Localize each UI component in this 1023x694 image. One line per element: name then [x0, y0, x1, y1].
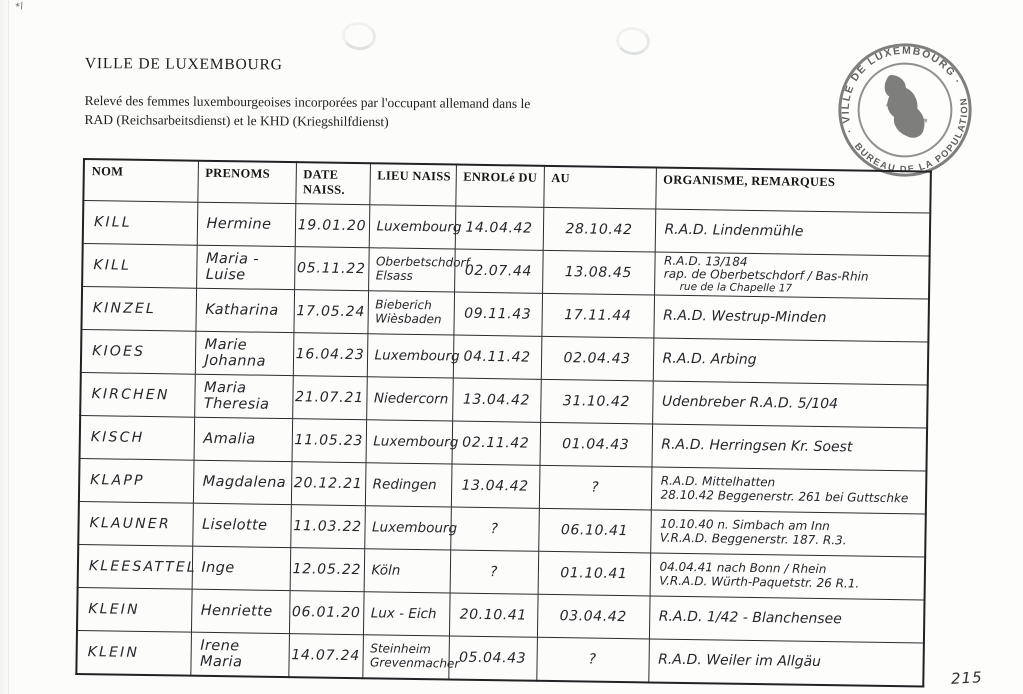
stamp-lion-crest — [875, 69, 932, 144]
cell-date_naiss: 11.03.22 — [290, 505, 365, 549]
cell-prenoms: Maria - Luise — [196, 245, 295, 289]
cell-line: Luxembourg — [373, 432, 459, 451]
cell-line: Redingen — [372, 475, 437, 493]
cell-date_naiss: 12.05.22 — [290, 548, 365, 592]
column-header: NOM — [83, 159, 198, 202]
cell-line: Luxembourg — [374, 346, 460, 365]
cell-lieu_naiss — [364, 506, 458, 550]
cell-date_naiss: 05.11.22 — [294, 247, 369, 291]
cell-line: R.A.D. Weiler im Allgäu — [658, 651, 822, 671]
cell-line: R.A.D. 1/42 - Blanchensee — [658, 608, 842, 628]
cell-line: Wièsbaden — [375, 311, 442, 327]
cell-line: Steinheim — [370, 641, 432, 657]
cell-prenoms: Henriette — [191, 589, 290, 633]
cell-enrole_du: ? — [450, 507, 539, 551]
cell-date_naiss: 14.07.24 — [288, 634, 363, 679]
cell-line: R.A.D. Herringsen Kr. Soest — [661, 436, 853, 456]
cell-date_naiss: 11.05.23 — [292, 419, 367, 463]
cell-enrole_du: 13.04.42 — [451, 464, 540, 508]
cell-organisme — [652, 381, 928, 428]
column-header: AU — [543, 166, 656, 209]
cell-enrole_du: ? — [450, 550, 539, 594]
cell-au: 13.08.45 — [542, 250, 655, 295]
cell-date_naiss: 19.01.20 — [295, 204, 370, 248]
cell-nom: KLEESATTEL — [78, 544, 193, 589]
cell-au: 06.10.41 — [538, 508, 651, 553]
cell-prenoms: Liselotte — [192, 503, 291, 547]
cell-au: ? — [539, 465, 652, 510]
cell-prenoms: Magdalena — [193, 460, 292, 504]
cell-prenoms: Inge — [192, 546, 291, 590]
cell-enrole_du: 09.11.43 — [453, 292, 542, 336]
records-table-container — [75, 158, 932, 688]
cell-au: 17.11.44 — [541, 293, 654, 338]
cell-prenoms: Marie Johanna — [195, 331, 294, 375]
column-header: ORGANISME, REMARQUES — [655, 168, 931, 214]
cell-organisme — [653, 295, 929, 342]
cell-line: 10.10.40 n. Simbach am Inn — [660, 517, 830, 534]
cell-organisme — [655, 209, 931, 256]
cell-nom: KIRCHEN — [80, 372, 195, 417]
cell-lieu_naiss — [368, 248, 470, 292]
cell-line: Bieberich — [375, 297, 432, 313]
cell-lieu_naiss — [363, 592, 450, 636]
punch-hole-right — [614, 25, 652, 57]
cell-lieu_naiss — [367, 291, 454, 335]
cell-nom: KLAPP — [79, 458, 194, 503]
cell-line: rap. de Oberbetschdorf / Bas-Rhin — [663, 266, 869, 284]
cell-enrole_du: 04.11.42 — [453, 335, 542, 379]
cell-lieu_naiss — [365, 463, 452, 507]
cell-lieu_naiss — [362, 635, 460, 680]
cell-nom: KIOES — [81, 329, 196, 374]
cell-enrole_du: 02.07.44 — [454, 249, 543, 293]
cell-organisme — [650, 510, 926, 557]
cell-date_naiss: 20.12.21 — [291, 462, 366, 506]
cell-line: Oberbetschdorf — [375, 254, 470, 271]
cell-lieu_naiss — [369, 205, 462, 249]
cell-line: R.A.D. Lindenmühle — [664, 221, 804, 240]
cell-date_naiss: 17.05.24 — [293, 290, 368, 334]
cell-au: 31.10.42 — [540, 379, 653, 424]
cell-date_naiss: 16.04.23 — [293, 333, 368, 377]
cell-line: Udenbreber R.A.D. 5/104 — [661, 393, 839, 413]
cell-prenoms: Irene Maria — [190, 632, 289, 677]
cell-line: Luxembourg — [371, 518, 458, 537]
cell-enrole_du: 20.10.41 — [449, 593, 538, 637]
records-table — [75, 158, 932, 688]
cell-line: 04.04.41 nach Bonn / Rhein — [659, 560, 827, 577]
cell-prenoms: Maria Theresia — [194, 374, 293, 418]
cell-au: ? — [536, 637, 649, 682]
column-header: LIEU NAISS — [369, 163, 456, 206]
stamp-arc-bottom-text: BUREAU DE LA POPULATION — [852, 96, 970, 175]
page-title: VILLE DE LUXEMBOURG — [84, 55, 283, 74]
cell-line: Niedercorn — [373, 389, 449, 408]
cell-prenoms: Amalia — [194, 417, 293, 461]
cell-line: R.A.D. 13/184 — [663, 253, 748, 269]
cell-enrole_du: 02.11.42 — [452, 421, 541, 465]
column-header: PRENOMS — [197, 161, 296, 204]
page-number: 215 — [950, 668, 984, 688]
stamp-arc-top-text: · VILLE DE LUXEMBOURG · — [840, 45, 963, 135]
cell-nom: KLEIN — [77, 587, 192, 632]
cell-line: Elsass — [375, 268, 413, 283]
cell-au: 02.04.43 — [541, 336, 654, 381]
cell-enrole_du: 14.04.42 — [455, 206, 544, 250]
cell-prenoms: Hermine — [197, 202, 296, 246]
cell-lieu_naiss — [366, 377, 453, 421]
cell-nom: KLAUNER — [78, 501, 193, 546]
cell-organisme — [648, 639, 924, 687]
cell-lieu_naiss — [364, 549, 451, 593]
cell-organisme — [653, 338, 929, 385]
column-header: ENROLé DU — [455, 165, 544, 208]
column-header: DATE NAISS. — [295, 162, 370, 205]
scan-edge-line — [8, 0, 9, 694]
cell-enrole_du: 13.04.42 — [452, 378, 541, 422]
cell-au: 03.04.42 — [537, 594, 650, 639]
cell-enrole_du: 05.04.43 — [448, 636, 537, 681]
cell-nom: KLEIN — [76, 630, 191, 675]
cell-organisme — [649, 596, 925, 643]
cell-date_naiss: 21.07.21 — [292, 376, 367, 420]
cell-line: 28.10.42 Beggenerstr. 261 bei Guttschke — [660, 487, 909, 506]
cell-au: 01.10.41 — [538, 551, 651, 596]
cell-line: Lux - Eich — [370, 604, 437, 622]
cell-organisme — [651, 467, 927, 514]
cell-line: V.R.A.D. Beggenerstr. 187. R.3. — [659, 530, 847, 548]
cell-prenoms: Katharina — [195, 288, 294, 332]
cell-organisme — [651, 424, 927, 471]
cell-line: Luxembourg — [376, 217, 462, 236]
cell-au: 01.04.43 — [539, 422, 652, 467]
cell-nom: KISCH — [80, 415, 195, 460]
subtitle-line-1: Relevé des femmes luxembourgeoises incorporées par l'occupant allemand dans le — [84, 92, 531, 112]
subtitle-line-2: RAD (Reichsarbeitsdienst) et le KHD (Kriegshilfdienst) — [84, 112, 389, 130]
cell-line: Grevenmacher — [369, 655, 460, 671]
cell-lieu_naiss — [366, 420, 459, 464]
corner-scribble: */ — [14, 1, 25, 13]
cell-nom: KINZEL — [81, 287, 196, 332]
cell-organisme — [650, 553, 926, 600]
cell-line: R.A.D. Westrup-Minden — [663, 307, 827, 327]
punch-hole-left — [340, 20, 378, 52]
cell-line: R.A.D. Mittelhatten — [660, 474, 776, 490]
cell-line: R.A.D. Arbing — [662, 350, 757, 369]
cell-line: Köln — [371, 561, 401, 579]
cell-lieu_naiss — [367, 334, 460, 378]
document-header — [84, 55, 645, 133]
cell-date_naiss: 06.01.20 — [289, 591, 364, 635]
cell-nom: KILL — [82, 244, 197, 289]
cell-line: V.R.A.D. Würth-Paquetstr. 26 R.1. — [659, 573, 860, 591]
cell-organisme — [654, 252, 930, 299]
cell-line: rue de la Chapelle 17 — [679, 280, 793, 295]
cell-nom: KILL — [83, 201, 198, 246]
cell-au: 28.10.42 — [543, 207, 656, 252]
document-subtitle — [84, 91, 644, 133]
